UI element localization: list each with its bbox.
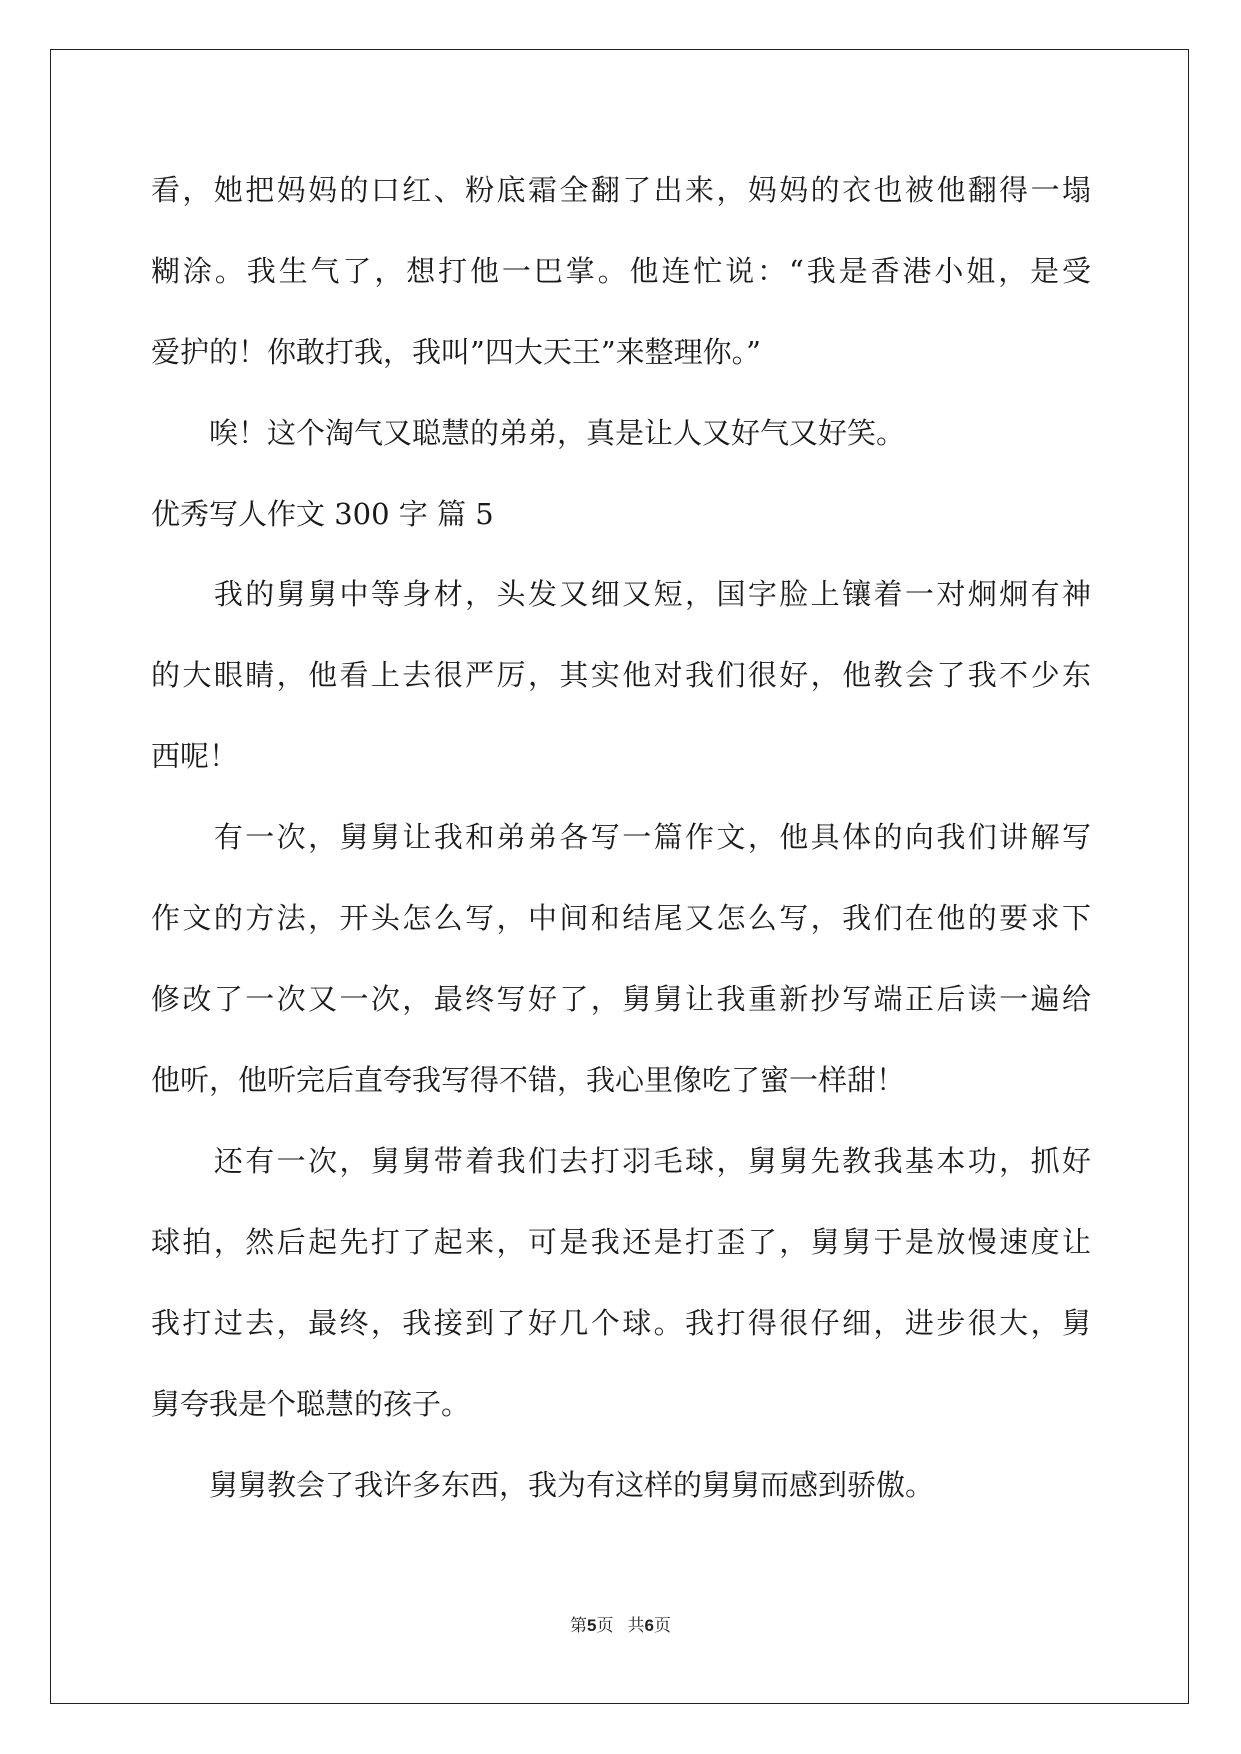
- document-body: [151, 160, 1091, 1536]
- page-footer: [0, 1611, 1241, 1636]
- text-line: 球拍，然后起先打了起来，可是我还是打歪了，舅舅于是放慢速度让: [151, 1225, 1091, 1259]
- text-line: 的大眼睛，他看上去很严厉，其实他对我们很好，他教会了我不少东: [151, 658, 1091, 692]
- total-prefix: 共: [627, 1616, 645, 1636]
- text-line: 看，她把妈妈的口红、粉底霜全翻了出来，妈妈的衣也被他翻得一塌: [151, 173, 1091, 207]
- total-pages: 6: [644, 1616, 654, 1635]
- text-line: 糊涂。我生气了，想打他一巴掌。他连忙说：“我是香港小姐，是受: [151, 254, 1091, 288]
- text-line: 西呢！: [151, 739, 239, 773]
- text-line: 舅舅教会了我许多东西，我为有这样的舅舅而感到骄傲。: [151, 1468, 935, 1502]
- text-line: 有一次，舅舅让我和弟弟各写一篇作文，他具体的向我们讲解写: [151, 820, 1091, 854]
- text-line: 舅夸我是个聪慧的孩子。: [151, 1387, 471, 1421]
- text-line: 他听，他听完后直夸我写得不错，我心里像吃了蜜一样甜！: [151, 1063, 906, 1097]
- section-heading: 优秀写人作文 300 字 篇 5: [151, 497, 494, 531]
- text-line: 唉！这个淘气又聪慧的弟弟，真是让人又好气又好笑。: [151, 416, 906, 450]
- page-suffix: 页: [596, 1616, 614, 1636]
- page-number: 5: [587, 1616, 597, 1635]
- total-suffix: 页: [653, 1616, 671, 1636]
- text-line: 我的舅舅中等身材，头发又细又短，国字脸上镶着一对炯炯有神: [151, 577, 1091, 611]
- text-line: 修改了一次又一次，最终写好了，舅舅让我重新抄写端正后读一遍给: [151, 982, 1091, 1016]
- page-prefix: 第: [570, 1616, 588, 1636]
- text-line: 作文的方法，开头怎么写，中间和结尾又怎么写，我们在他的要求下: [151, 901, 1091, 935]
- text-line: 爱护的！你敢打我，我叫”四大天王”来整理你。”: [151, 335, 761, 369]
- text-line: 我打过去，最终，我接到了好几个球。我打得很仔细，进步很大，舅: [151, 1306, 1091, 1340]
- text-line: 还有一次，舅舅带着我们去打羽毛球，舅舅先教我基本功，抓好: [151, 1144, 1091, 1178]
